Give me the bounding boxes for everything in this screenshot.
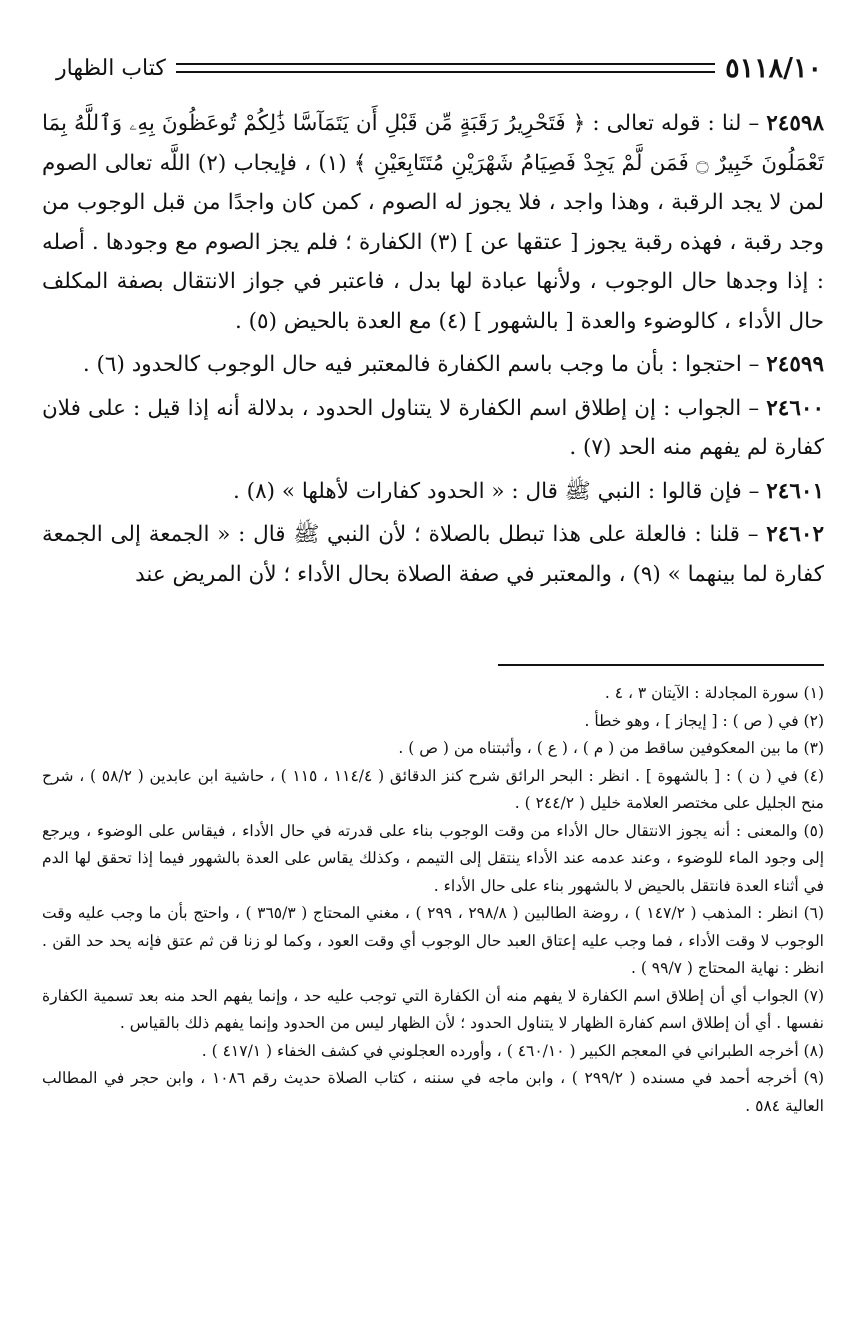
paragraph [42, 472, 824, 512]
paragraph [42, 515, 824, 594]
footnote: (٨) أخرجه الطبراني في المعجم الكبير ( ٤٦٠/١٠ ) ، وأورده العجلوني في كشف الخفاء ( ٤١٧/١ ) . [201, 1041, 824, 1060]
paragraph-text: – قلنا : فالعلة على هذا تبطل بالصلاة ؛ لأن النبي ﷺ قال : « الجمعة إلى الجمعة كفارة لما بينهما » (٩) ، والمعتبر في صفة الصلاة بحال الأداء ؛ لأن المريض عند [42, 522, 824, 587]
paragraph [42, 104, 824, 341]
paragraph-number: ٢٤٥٩٩ [766, 352, 824, 377]
book-title: كتاب الظهار [56, 55, 166, 81]
footnotes [42, 680, 824, 1120]
paragraph-number: ٢٤٦٠١ [766, 478, 824, 504]
paragraph-text: – لنا : قوله تعالى : ﴿ فَتَحْرِيرُ رَقَبَةٍ مِّن قَبْلِ أَن يَتَمَآسَّا ذَٰلِكُمْ تُوعَظُونَ بِهِۦ وَٱللَّهُ بِمَا تَعْمَلُونَ خَبِيرٌ ۝ فَمَن لَّمْ يَجِدْ فَصِيَامُ شَهْرَيْنِ مُتَتَابِعَيْنِ ﴾ (١) ، فإيجاب (٢) اللَّه تعالى الصوم لمن لا يجد الرقبة ، وهذا واجد ، فلا يجوز له الصوم ، كمن كان واجدًا من قبل الوجوب من وجد رقبة ، فهذه رقبة يجوز [ عتقها عن ] (٣) الكفارة ؛ فلم يجز الصوم مع وجودها . أصله : إذا وجدها حال الوجوب ، ولأنها عبادة لها بدل ، فاعتبر في جواز الانتقال بصفة المكلف حال الأداء ، كالوضوء والعدة [ بالشهور ] (٤) مع العدة بالحيض (٥) . [42, 111, 824, 334]
footnote: (٥) والمعنى : أنه يجوز الانتقال حال الأداء من وقت الوجوب بناء على قدرته في حال الأداء ، فيقاس على الوضوء ، ويرجع إلى وجود الماء للوضوء ، وعند عدمه عند الأداء ينتقل إلى التيمم ، وكذلك يقاس على العدة بالشهور فيما إذا تحقق لها الدم في أثناء العدة فانتقل بالحيض لا بالشهور بناء على حال الأداء . [42, 821, 824, 895]
paragraph [42, 389, 824, 468]
page-number: ٥١١٨/١٠ [725, 52, 822, 84]
footnote: (٧) الجواب أي أن إطلاق اسم الكفارة لا يفهم منه أن الكفارة التي توجب عليه حد ، وإنما يفهم الحد منه بعد تسمية الكفارة نفسها . أي أن إطلاق اسم كفارة الظهار لا يتناول الحدود ؛ لأن الظهار ليس من الحدود وإنما يفهم ذلك بالقياس . [42, 986, 824, 1032]
running-header [56, 50, 822, 86]
paragraph [42, 345, 824, 385]
paragraph-number: ٢٤٦٠٢ [766, 522, 824, 547]
footnote: (٦) انظر : المذهب ( ١٤٧/٢ ) ، روضة الطالبين ( ٢٩٨/٨ ، ٢٩٩ ) ، مغني المحتاج ( ٣٦٥/٣ ) ، واحتج بأن ما وجب عليه وقت الوجوب لا وقت الأداء ، فما وجب عليه إعتاق العبد حال الوجوب أي وقت العود ، وكما لو زنا قن ثم عتق فإنه يحد حد القن . انظر : نهاية المحتاج ( ٩٩/٧ ) . [42, 904, 825, 977]
paragraph-text: – فإن قالوا : النبي ﷺ قال : « الحدود كفارات لأهلها » (٨) . [233, 478, 767, 504]
header-rule [176, 63, 715, 73]
paragraph-number: ٢٤٥٩٨ [766, 111, 824, 136]
footnote: (٢) في ( ص ) : [ إيجاز ] ، وهو خطأ . [584, 711, 824, 730]
footnote: (٣) ما بين المعكوفين ساقط من ( م ) ، ( ع ) ، وأثبتناه من ( ص ) . [398, 739, 824, 757]
footnote: (٩) أخرجه أحمد في مسنده ( ٢٩٩/٢ ) ، وابن ماجه في سننه ، كتاب الصلاة حديث رقم ١٠٨٦ ، وابن حجر في المطالب العالية ٥٨٤ . [42, 1069, 824, 1115]
footnote: (١) سورة المجادلة : الآيتان ٣ ، ٤ . [604, 684, 824, 702]
paragraph-text: – الجواب : إن إطلاق اسم الكفارة لا يتناول الحدود ، بدلالة أنه إذا قيل : على فلان كفارة لم يفهم منه الحد (٧) . [42, 395, 824, 460]
paragraph-text: – احتجوا : بأن ما وجب باسم الكفارة فالمعتبر فيه حال الوجوب كالحدود (٦) . [82, 352, 767, 377]
main-text [42, 104, 824, 598]
footnote: (٤) في ( ن ) : [ بالشهوة ] . انظر : البحر الرائق شرح كنز الدقائق ( ١١٤/٤ ، ١١٥ ) ، حاشية ابن عابدين ( ٥٨/٢ ) ، شرح منح الجليل على مختصر العلامة خليل ( ٢٤٤/٢ ) . [42, 766, 824, 812]
footnote-separator [498, 664, 824, 666]
paragraph-number: ٢٤٦٠٠ [766, 395, 824, 421]
